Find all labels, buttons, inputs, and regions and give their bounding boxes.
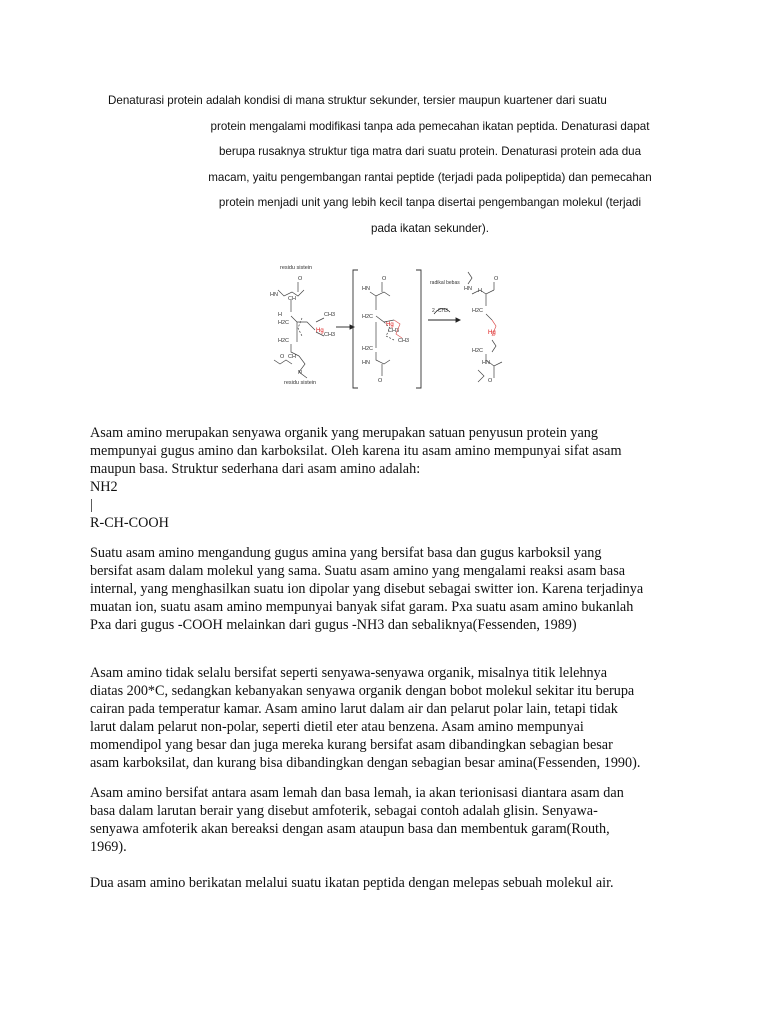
text-line: basa dalam larutan berair yang disebut amfoterik, sebagai contoh adalah glisin. Senyawa- [90, 803, 598, 819]
svg-text:CH: CH [288, 296, 296, 302]
svg-text:H2C: H2C [472, 348, 484, 354]
text-line: Pxa dari gugus -COOH melainkan dari gugus -NH3 dan sebaliknya(Fessenden, 1989) [90, 617, 577, 633]
svg-text:HN: HN [362, 360, 370, 366]
svg-text:H2C: H2C [278, 320, 290, 326]
svg-text:H2C: H2C [472, 308, 484, 314]
svg-text:H: H [478, 288, 482, 294]
formula-line: | [90, 497, 93, 513]
radical-label: radikal bebas [430, 280, 460, 286]
text-line: asam karboksilat, dan kurang bisa dibandingkan dengan sebagian besar amina(Fessenden, 1990). [90, 755, 641, 771]
svg-text:Hg: Hg [488, 330, 496, 336]
text-line: senyawa amfoterik akan bereaksi dengan asam ataupun basa dan membentuk garam(Routh, [90, 821, 610, 837]
label-bottom: residu sistein [284, 380, 317, 386]
formula-line: R-CH-COOH [90, 515, 169, 531]
text-line: larut dalam pelarut non-polar, seperti dietil eter atau benzena. Asam amino mempunyai [90, 719, 584, 735]
text-line: muatan ion, suatu asam amino mempunyai banyak sifat garam. Pxa suatu asam amino bukanlah [90, 599, 634, 615]
text-line: macam, yaitu pengembangan rantai peptide (terjadi pada polipeptida) dan pemecahan [208, 170, 652, 184]
svg-text:H2C: H2C [362, 314, 374, 320]
svg-text:O: O [298, 276, 303, 282]
svg-text:CH3: CH3 [324, 332, 336, 338]
text-line: Asam amino bersifat antara asam lemah dan basa lemah, ia akan terionisasi diantara asam dan [90, 785, 624, 801]
text-line: mempunyai gugus amino dan karboksilat. Oleh karena itu asam amino mempunyai sifat asam [90, 443, 622, 459]
text-line: berupa rusaknya struktur tiga matra dari suatu protein. Denaturasi protein ada dua [218, 145, 642, 158]
label-top: residu sistein [280, 265, 313, 271]
text-line: momendipol yang besar dan juga mereka kurang bersifat asam dibandingkan sebagian besar [90, 737, 613, 753]
svg-text:O: O [382, 276, 387, 282]
text-line: pada ikatan sekunder). [371, 221, 489, 235]
svg-text:Hg: Hg [386, 322, 394, 328]
svg-text:O: O [280, 354, 285, 360]
formula-line: NH2 [90, 479, 118, 495]
text-line: maupun basa. Struktur sederhana dari asam amino adalah: [90, 461, 421, 477]
denaturation-figure [258, 260, 524, 392]
text-line: Asam amino merupakan senyawa organik yang merupakan satuan penyusun protein yang [90, 425, 598, 441]
svg-text:H2C: H2C [362, 346, 374, 352]
svg-text:H: H [278, 312, 282, 318]
svg-text:O: O [488, 378, 493, 384]
text-line: Dua asam amino berikatan melalui suatu ikatan peptida dengan melepas sebuah molekul air. [90, 875, 614, 891]
svg-text:CH3: CH3 [388, 328, 400, 334]
text-line: cairan pada temperatur kamar. Asam amino larut dalam air dan pelarut polar lain, tetapi tidak [90, 701, 618, 717]
svg-text:HN: HN [464, 286, 472, 292]
svg-text:CH: CH [288, 354, 296, 360]
svg-text:H2C: H2C [278, 338, 290, 344]
paragraph-amphoteric [90, 784, 690, 856]
text-line: protein menjadi unit yang lebih kecil tanpa disertai pengembangan molekul (terjadi [218, 196, 642, 209]
text-line: Denaturasi protein adalah kondisi di mana struktur sekunder, tersier maupun kuartener dari suatu [108, 94, 607, 107]
paragraph-zwitterion [90, 544, 690, 634]
text-line: protein mengalami modifikasi tanpa ada pemecahan ikatan peptida. Denaturasi dapat [210, 119, 650, 133]
text-line: Asam amino tidak selalu bersifat seperti senyawa-senyawa organik, misalnya titik lelehnya [90, 665, 608, 681]
svg-text:CH3: CH3 [398, 338, 410, 344]
methyl-label: 2 ·CH3 [432, 308, 448, 314]
svg-text:N: N [298, 370, 302, 376]
hg-label: Hg [316, 328, 324, 334]
text-line: 1969). [90, 839, 127, 855]
text-line: internal, yang menghasilkan suatu ion dipolar yang disebut sebagai switter ion. Karena terjadinya [90, 581, 644, 597]
paragraph-peptide-bond [90, 874, 690, 892]
svg-text:CH3: CH3 [324, 312, 336, 318]
text-line: bersifat asam dalam molekul yang sama. Suatu asam amino yang mengalami reaksi asam basa [90, 563, 626, 579]
paragraph-properties [90, 664, 690, 772]
svg-text:HN: HN [362, 286, 370, 292]
svg-text:O: O [378, 378, 383, 384]
text-line: Suatu asam amino mengandung gugus amina yang bersifat basa dan gugus karboksil yang [90, 545, 602, 561]
svg-text:O: O [494, 276, 499, 282]
svg-text:HN: HN [482, 360, 490, 366]
text-line: diatas 200*C, sedangkan kebanyakan senyawa organik dengan bobot molekul sekitar itu berupa [90, 683, 635, 699]
intro-paragraph [100, 88, 760, 241]
svg-text:HN: HN [270, 292, 278, 298]
reaction-diagram [258, 260, 524, 392]
paragraph-amino-acid-definition [90, 424, 690, 532]
